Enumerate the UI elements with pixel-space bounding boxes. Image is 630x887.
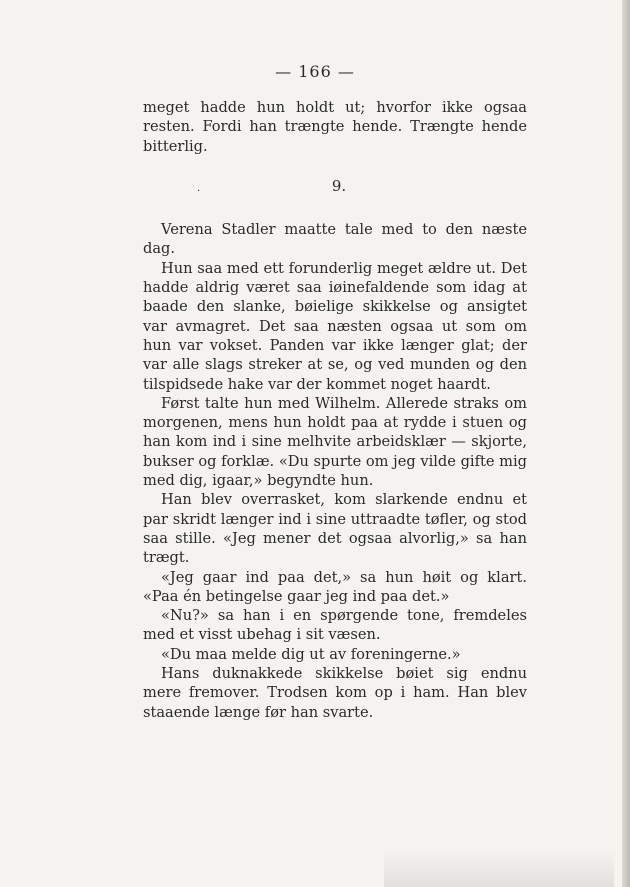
page-edge — [622, 0, 630, 887]
paragraph-6: «Nu?» sa han i en spørgende tone, fremdeles med et visst ubehag i sit væsen. — [143, 607, 527, 644]
paragraph-4: Han blev overrasket, kom slarkende endnu et par skridt længer ind i sine uttraadte tøfler, og stod saa stille. «Jeg mener det ogsaa alvorlig,» sa han trægt. — [143, 491, 527, 567]
continuation-paragraph: meget hadde hun holdt ut; hvorfor ikke ogsaa resten. Fordi han trængte hende. Trængte hende bitterlig. — [143, 99, 527, 155]
paragraph-1: Verena Stadler maatte tale med to den næste dag. — [143, 221, 527, 258]
page-body — [143, 98, 527, 722]
section-number: 9. — [331, 176, 347, 195]
paragraph-7: «Du maa melde dig ut av foreningerne.» — [161, 645, 461, 663]
paragraph-2: Hun saa med ett forunderlig meget ældre ut. Det hadde aldrig været saa iøinefaldende som idag at baade den slanke, bøielige skikkelse og ansigtet var avmagret. Det saa næsten ogsaa ut som om hun var vokset. Panden var ikke længer glat; der var alle slags streker at se, og ved munden og den tilspidsede hake var der kommet noget haardt. — [143, 259, 527, 393]
page-number: — 166 — — [275, 62, 355, 81]
paragraph-3: Først talte hun med Wilhelm. Allerede straks om morgenen, mens hun holdt paa at rydde i stuen og han kom ind i sine melhvite arbeidsklær — skjorte, bukser og forklæ. «Du spurte om jeg vilde gifte mig med dig, igaar,» begyndte hun. — [143, 394, 527, 490]
paragraph-5: «Jeg gaar ind paa det,» sa hun høit og klart. «Paa én betingelse gaar jeg ind paa det.» — [143, 568, 527, 605]
stray-mark: · — [197, 186, 201, 197]
paragraph-8: Hans duknakkede skikkelse bøiet sig endnu mere fremover. Trodsen kom op i ham. Han blev staaende længe før han svarte. — [143, 665, 527, 721]
page-corner-shadow — [384, 851, 614, 887]
